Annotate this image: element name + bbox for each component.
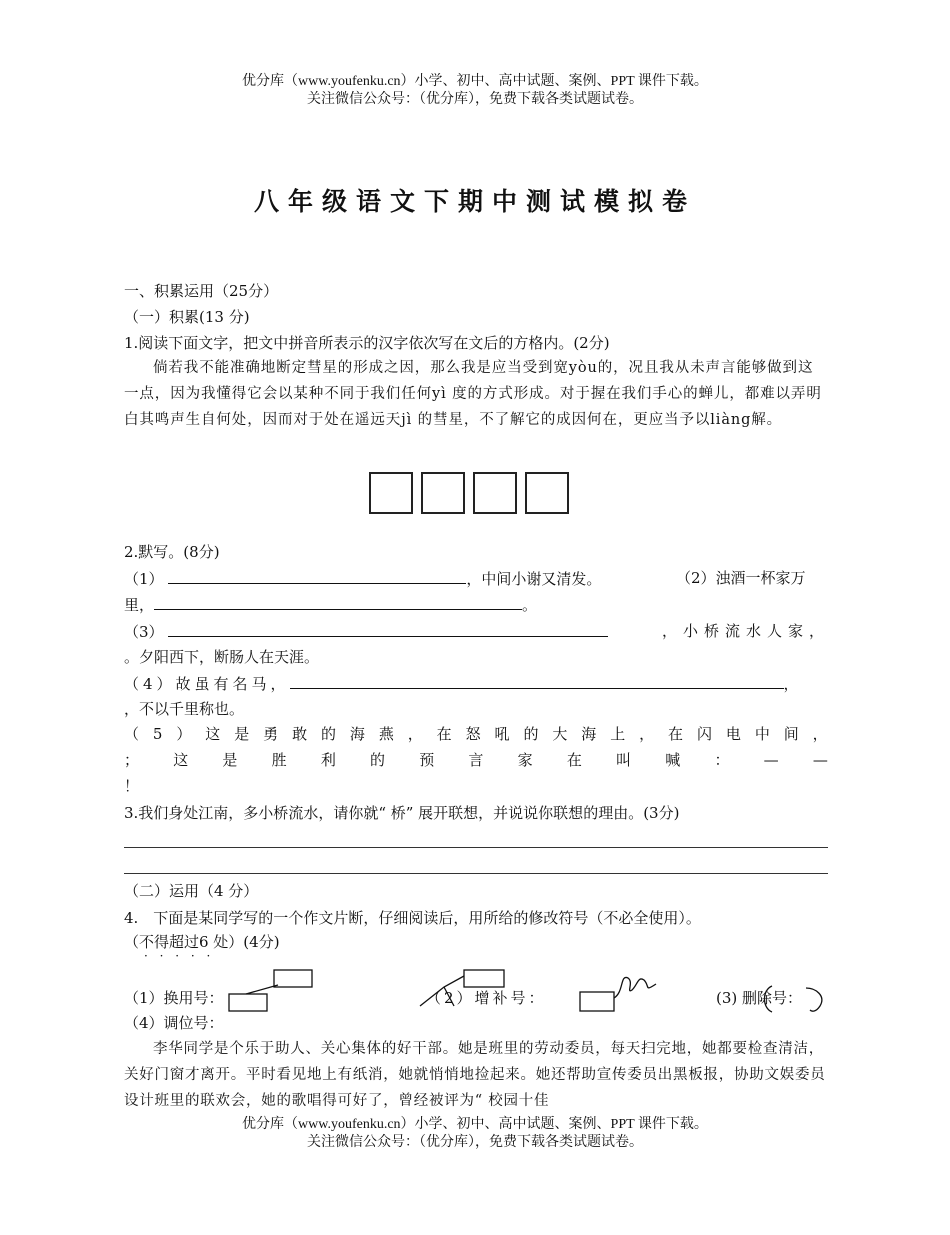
- dictation-item-3-right: ，小桥流水人家，: [662, 622, 831, 640]
- dictation-5b-char: 喊: [665, 751, 681, 769]
- dictation-5b-char: 在: [566, 751, 582, 769]
- dictation-5-char: 这: [205, 725, 221, 743]
- dictation-5-char: 海: [349, 725, 365, 743]
- dictation-5b-char: 的: [370, 751, 386, 769]
- dictation-5b-char: ；: [124, 751, 140, 769]
- dictation-5-char: 大: [552, 725, 568, 743]
- dictation-5-char: ）: [176, 725, 192, 743]
- blank-2[interactable]: [154, 594, 522, 610]
- delete-mark-icon: [576, 972, 662, 1018]
- dictation-5b-char: —: [812, 751, 828, 769]
- dictation-5-char: （: [124, 725, 140, 743]
- question-4-limit: （不得超过6 处）(4分): [124, 933, 280, 951]
- dictation-5-char: 5: [152, 725, 163, 743]
- dictation-item-4-cont: ，不以千里称也。: [124, 700, 245, 718]
- dictation-5-char: 吼: [494, 725, 510, 743]
- section-heading: 一、积累运用（25分）: [124, 282, 279, 300]
- blank-1[interactable]: [168, 568, 466, 584]
- insert-mark-icon: [410, 966, 510, 1010]
- dictation-5b-char: 预: [419, 751, 435, 769]
- question-1-prompt: 1.阅读下面文字，把文中拼音所表示的汉字依次写在文后的方格内。(2分): [124, 334, 610, 352]
- dictation-item-5: [124, 724, 828, 744]
- subsection-heading-1: （一）积累(13 分): [124, 308, 250, 326]
- dictation-item-5-cont: [124, 750, 828, 770]
- answer-box-1[interactable]: [369, 472, 413, 514]
- mark-label-insert: （2）增补号：: [426, 989, 547, 1007]
- dictation-item-3-cont: 。夕阳西下，断肠人在天涯。: [124, 648, 320, 666]
- dictation-5-char: 闪: [696, 725, 712, 743]
- dictation-5-char: ，: [407, 725, 423, 743]
- dictation-5b-char: 是: [222, 751, 238, 769]
- question-4-passage: 李华同学是个乐于助人、关心集体的好干部。她是班里的劳动委员，每天扫完地，她都要检查清洁，关好门窗才离开。平时看见地上有纸消，她就悄悄地捡起来。她还帮助宣传委员出黑板报，协助文娱委员设计班里的联欢会，她的歌唱得可好了，曾经被评为“ 校园十佳: [124, 1041, 826, 1109]
- dictation-5b-char: 叫: [616, 751, 632, 769]
- dictation-5-char: 燕: [378, 725, 394, 743]
- dictation-item-2-cont: 里， 。: [124, 596, 538, 614]
- dictation-item-1: （1） ，中间小谢又清发。: [124, 570, 602, 588]
- header-line-1: 优分库（www.youfenku.cn）小学、初中、高中试题、案例、PPT 课件下载。: [242, 74, 708, 89]
- dictation-item-5-end: ！: [124, 777, 140, 795]
- mark-label-reorder: （4）调位号：: [124, 1014, 224, 1032]
- dictation-5-char: ，: [812, 725, 828, 743]
- mark-label-replace: （1）换用号：: [124, 989, 224, 1007]
- dictation-5-char: 的: [320, 725, 336, 743]
- answer-box-2[interactable]: [421, 472, 465, 514]
- answer-box-3[interactable]: [473, 472, 517, 514]
- dictation-5-char: 在: [668, 725, 684, 743]
- question-1-passage: 倘若我不能准确地断定彗星的形成之因，那么我是应当受到宽yòu的，况且我从未声言能够做到这一点，因为我懂得它会以某种不同于我们任何yì 度的方式形成。对于握在我们手心的蝉儿，都难以弄明白其鸣声生自何处，因而对于处在遥远天jì 的彗星，不了解它的成因何在，更应当予以liàng解。: [124, 360, 822, 428]
- answer-line-2[interactable]: [124, 873, 828, 874]
- header-line-2: 关注微信公众号：（优分库），免费下载各类试题试卷。: [307, 92, 643, 107]
- dictation-item-2: （2）浊酒一杯家万: [676, 569, 806, 587]
- footer-line-2: 关注微信公众号：（优分库），免费下载各类试题试卷。: [307, 1135, 643, 1150]
- dictation-item-3: （3）: [124, 621, 608, 642]
- blank-3[interactable]: [168, 621, 608, 637]
- blank-4[interactable]: [290, 673, 784, 689]
- answer-line-1[interactable]: [124, 847, 828, 848]
- dictation-5-char: 怒: [465, 725, 481, 743]
- question-4-prompt: 4. 下面是某同学写的一个作文片断，仔细阅读后，用所给的修改符号（不必全使用）。: [124, 909, 701, 927]
- dictation-5-char: 海: [581, 725, 597, 743]
- dictation-5-char: 是: [234, 725, 250, 743]
- mark-label-delete: (3) 删除号：: [716, 989, 803, 1007]
- dictation-5-char: 勇: [263, 725, 279, 743]
- dictation-5-char: 敢: [292, 725, 308, 743]
- answer-box-4[interactable]: [525, 472, 569, 514]
- dictation-5-char: 的: [523, 725, 539, 743]
- dictation-5b-char: 胜: [271, 751, 287, 769]
- dictation-5-char: 电: [725, 725, 741, 743]
- subsection-heading-2: （二）运用（4 分）: [124, 882, 259, 900]
- dictation-5b-char: 言: [468, 751, 484, 769]
- dictation-5b-char: —: [763, 751, 779, 769]
- swap-mark-icon: [758, 982, 830, 1016]
- dictation-5-char: 间: [783, 725, 799, 743]
- dictation-5-char: ，: [639, 725, 655, 743]
- dictation-5-char: 上: [610, 725, 626, 743]
- dictation-5-char: 中: [754, 725, 770, 743]
- dictation-5b-char: 家: [517, 751, 533, 769]
- question-3-prompt: 3.我们身处江南，多小桥流水，请你就“ 桥” 展开联想，并说说你联想的理由。(3分): [124, 804, 680, 822]
- footer-line-1: 优分库（www.youfenku.cn）小学、初中、高中试题、案例、PPT 课件下载。: [242, 1117, 708, 1132]
- emphasis-dots: · · · · ·: [144, 949, 215, 963]
- dictation-5b-char: ：: [714, 751, 730, 769]
- replace-mark-icon: [226, 968, 318, 1016]
- page-title: 八年级语文下期中测试模拟卷: [253, 187, 696, 216]
- dictation-5-char: 在: [436, 725, 452, 743]
- question-2-prompt: 2.默写。(8分): [124, 543, 220, 561]
- dictation-5b-char: 利: [320, 751, 336, 769]
- dictation-item-4: （4）故虽有名马， ，: [124, 675, 799, 693]
- dictation-5b-char: 这: [173, 751, 189, 769]
